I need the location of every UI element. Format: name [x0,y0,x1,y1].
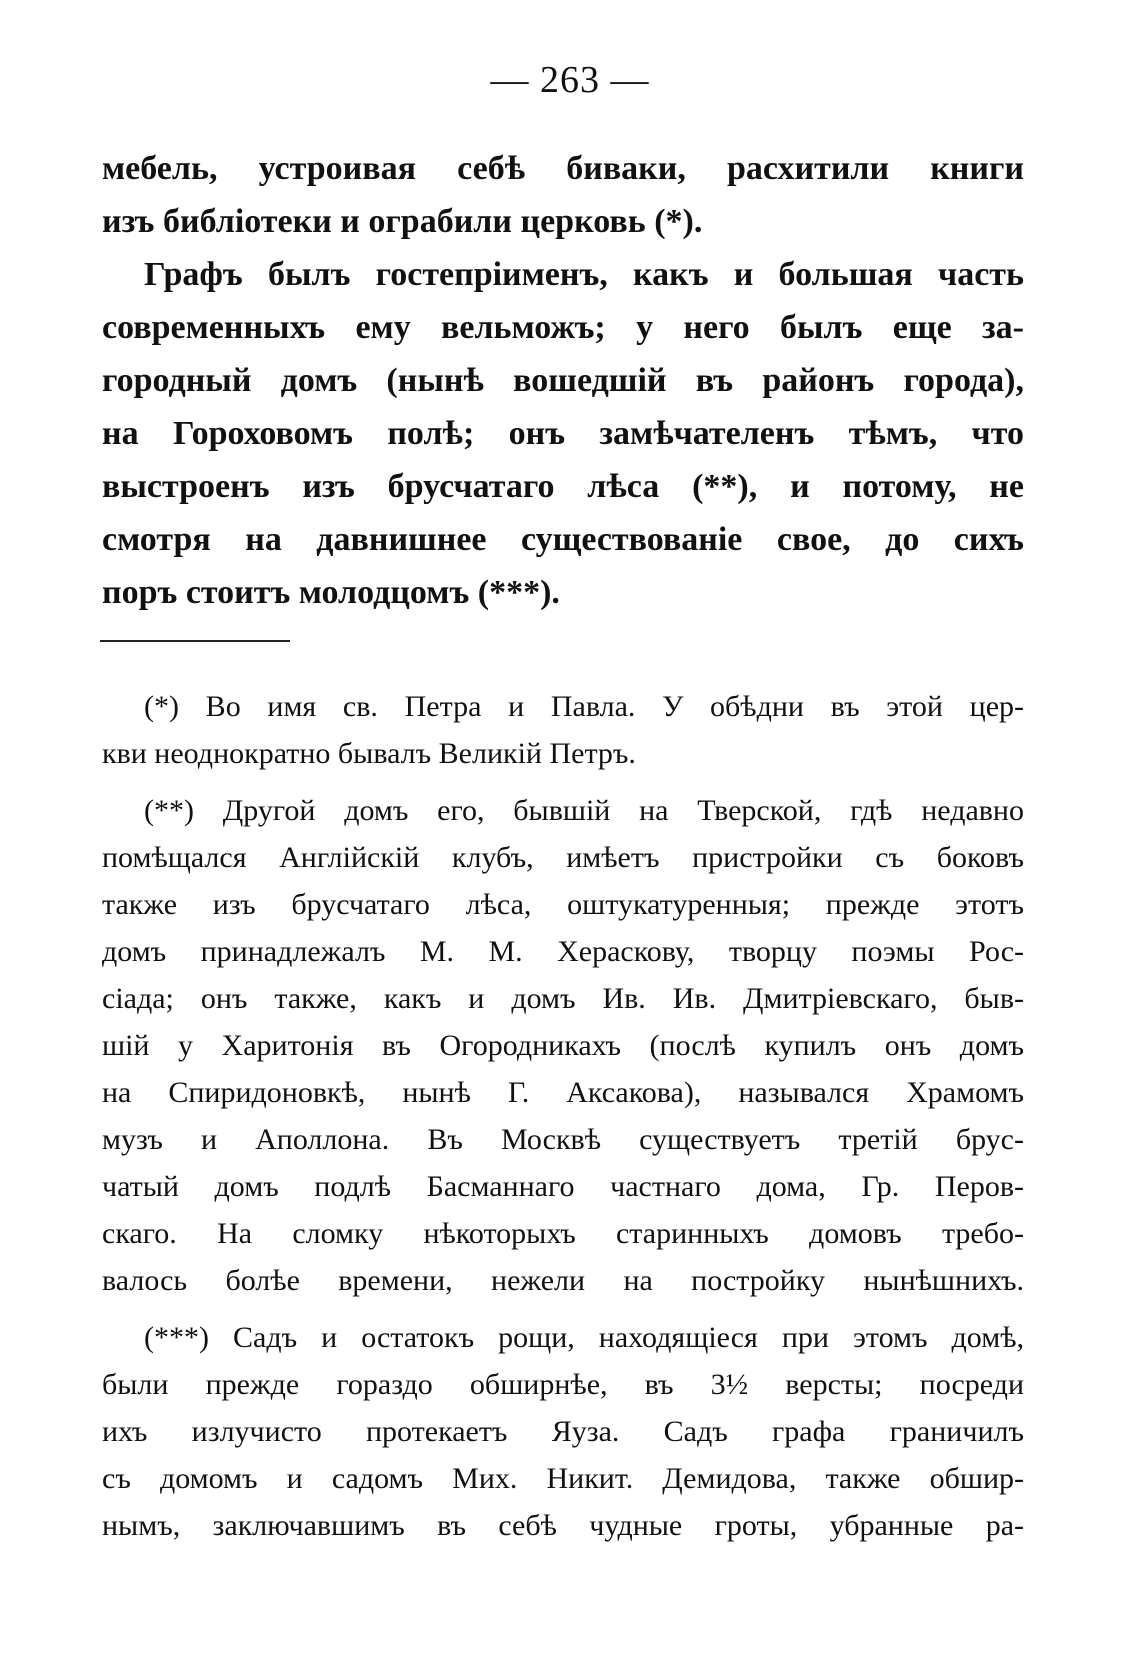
footnote-line: валось болѣе времени, нежели на постройку нынѣшнихъ. [102,1264,1024,1297]
main-text-line: изъ библіотеки и ограбили церковь (*). [102,203,703,240]
footnote-line: (***) Садъ и остатокъ рощи, находящіеся при этомъ домѣ, [144,1321,1024,1354]
footnote-line: помѣщался Англійскій клубъ, имѣетъ пристройки съ боковъ [102,841,1024,874]
main-text-line: смотря на давнишнее существованіе свое, до сихъ [102,521,1024,558]
footnote-line: нымъ, заключавшимъ въ себѣ чудные гроты, убранные ра- [102,1509,1024,1542]
footnote-line: шій у Харитонія въ Огородникахъ (послѣ купилъ онъ домъ [102,1029,1024,1062]
footnote-2 [102,787,1024,1304]
footnote-line: ихъ излучисто протекаетъ Яуза. Садъ графа граничилъ [102,1415,1024,1448]
footnote-line: были прежде гораздо обширнѣе, въ 3½ версты; посреди [102,1368,1024,1401]
footnote-line: на Спиридоновкѣ, нынѣ Г. Аксакова), назывался Храмомъ [102,1076,1024,1109]
footnote-3 [102,1314,1024,1549]
footnote-line: (*) Во имя св. Петра и Павла. У обѣдни въ этой цер- [144,690,1024,723]
main-text-line: Графъ былъ гостепріименъ, какъ и большая часть [144,256,1024,293]
footnote-line: съ домомъ и садомъ Мих. Никит. Демидова, также обшир- [102,1462,1024,1495]
footnote-line: чатый домъ подлѣ Басманнаго частнаго дома, Гр. Перов- [102,1170,1024,1203]
main-text-line: поръ стоитъ молодцомъ (***). [102,574,560,611]
main-text-line: на Гороховомъ полѣ; онъ замѣчателенъ тѣмъ, что [102,415,1024,452]
main-text [102,142,1024,619]
main-text-line: мебель, устроивая себѣ биваки, расхитили книги [102,150,1024,187]
footnote-1 [102,683,1024,777]
footnote-line: сіада; онъ также, какъ и домъ Ив. Ив. Дмитріевскаго, быв- [102,982,1024,1015]
footnote-line: (**) Другой домъ его, бывшій на Тверской, гдѣ недавно [144,794,1024,827]
footnotes [102,683,1024,1549]
footnote-line: также изъ брусчатаго лѣса, оштукатуренныя; прежде этотъ [102,888,1024,921]
footnote-line: кви неоднократно бывалъ Великій Петръ. [102,737,636,770]
footnote-divider [100,640,290,642]
page-number: — 263 — [490,59,650,101]
main-text-line: современныхъ ему вельможъ; у него былъ еще за- [102,309,1024,346]
footnote-line: скаго. На сломку нѣкоторыхъ старинныхъ домовъ требо- [102,1217,1024,1250]
main-text-line: городный домъ (нынѣ вошедшій въ районъ города), [102,362,1024,399]
main-text-line: выстроенъ изъ брусчатаго лѣса (**), и потому, не [102,468,1024,505]
footnote-line: музъ и Аполлона. Въ Москвѣ существуетъ третій брус- [102,1123,1024,1156]
footnote-line: домъ принадлежалъ М. М. Хераскову, творцу поэмы Рос- [102,935,1024,968]
